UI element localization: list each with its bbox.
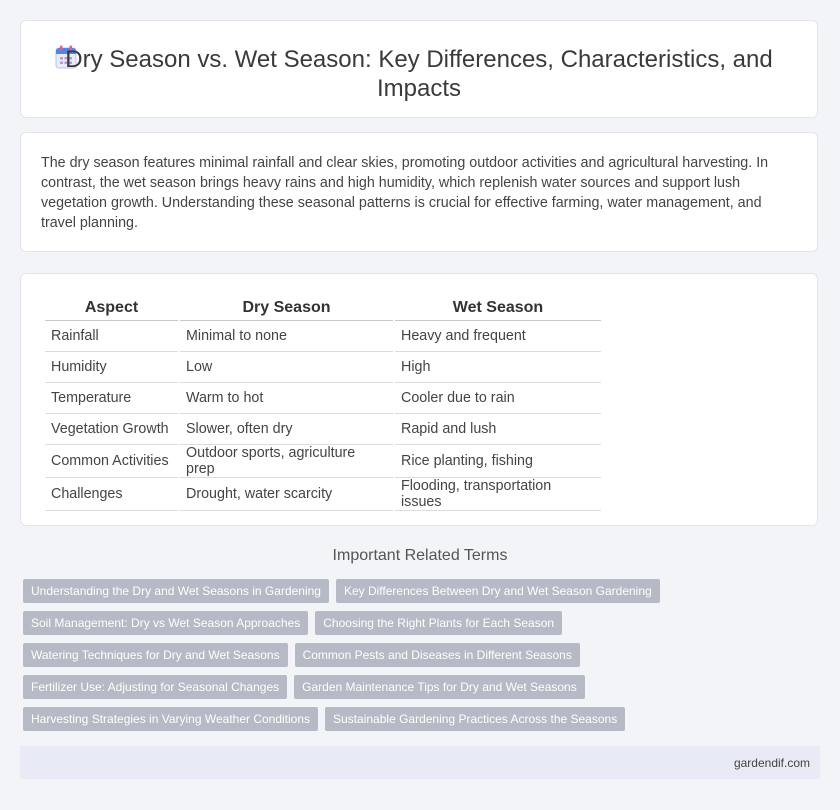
comparison-card	[20, 273, 818, 526]
table-cell: High	[395, 352, 601, 383]
related-terms-list	[23, 579, 663, 739]
table-cell: Minimal to none	[180, 321, 393, 352]
table-cell: Vegetation Growth	[45, 414, 178, 445]
related-term-tag[interactable]: Choosing the Right Plants for Each Season	[315, 611, 562, 635]
table-row	[45, 478, 601, 511]
tag-row	[23, 643, 663, 667]
table-cell: Warm to hot	[180, 383, 393, 414]
table-row	[45, 414, 601, 445]
table-cell: Humidity	[45, 352, 178, 383]
table-cell: Temperature	[45, 383, 178, 414]
table-row	[45, 352, 601, 383]
related-term-tag[interactable]: Harvesting Strategies in Varying Weather Conditions	[23, 707, 318, 731]
table-cell: Common Activities	[45, 445, 178, 478]
page-title: Dry Season vs. Wet Season: Key Differences, Characteristics, and Impacts	[65, 46, 773, 102]
header-wet-season: Wet Season	[395, 294, 601, 321]
comparison-table	[43, 294, 603, 511]
related-term-tag[interactable]: Soil Management: Dry vs Wet Season Approaches	[23, 611, 308, 635]
header-aspect: Aspect	[45, 294, 178, 321]
related-term-tag[interactable]: Understanding the Dry and Wet Seasons in Gardening	[23, 579, 329, 603]
table-row	[45, 445, 601, 478]
related-term-tag[interactable]: Key Differences Between Dry and Wet Season Gardening	[336, 579, 660, 603]
table-cell: Flooding, transportation issues	[395, 478, 601, 511]
table-header-row	[45, 294, 601, 321]
related-term-tag[interactable]: Watering Techniques for Dry and Wet Seasons	[23, 643, 288, 667]
table-cell: Rainfall	[45, 321, 178, 352]
header-card	[20, 20, 818, 118]
related-term-tag[interactable]: Common Pests and Diseases in Different Seasons	[295, 643, 580, 667]
related-term-tag[interactable]: Sustainable Gardening Practices Across the Seasons	[325, 707, 625, 731]
tag-row	[23, 707, 663, 731]
table-cell: Drought, water scarcity	[180, 478, 393, 511]
related-term-tag[interactable]: Fertilizer Use: Adjusting for Seasonal Changes	[23, 675, 287, 699]
table-cell: Outdoor sports, agriculture prep	[180, 445, 393, 478]
table-row	[45, 383, 601, 414]
header-dry-season: Dry Season	[180, 294, 393, 321]
table-cell: Slower, often dry	[180, 414, 393, 445]
footer-site-link[interactable]: gardendif.com	[733, 756, 810, 770]
related-term-tag[interactable]: Garden Maintenance Tips for Dry and Wet Seasons	[294, 675, 585, 699]
intro-card	[20, 132, 818, 252]
related-terms-title: Important Related Terms	[332, 547, 508, 564]
intro-paragraph: The dry season features minimal rainfall and clear skies, promoting outdoor activities and agricultural harvesting. In contrast, the wet season brings heavy rains and high humidity, which replenish water sources and support lush vegetation growth. Understanding these seasonal patterns is crucial for effective farming, water management, and travel planning.	[41, 155, 769, 231]
table-cell: Challenges	[45, 478, 178, 511]
tag-row	[23, 675, 663, 699]
tag-row	[23, 579, 663, 603]
table-cell: Rice planting, fishing	[395, 445, 601, 478]
footer	[20, 746, 820, 779]
table-row	[45, 321, 601, 352]
table-cell: Cooler due to rain	[395, 383, 601, 414]
table-cell: Heavy and frequent	[395, 321, 601, 352]
tag-row	[23, 611, 663, 635]
table-cell: Low	[180, 352, 393, 383]
table-cell: Rapid and lush	[395, 414, 601, 445]
